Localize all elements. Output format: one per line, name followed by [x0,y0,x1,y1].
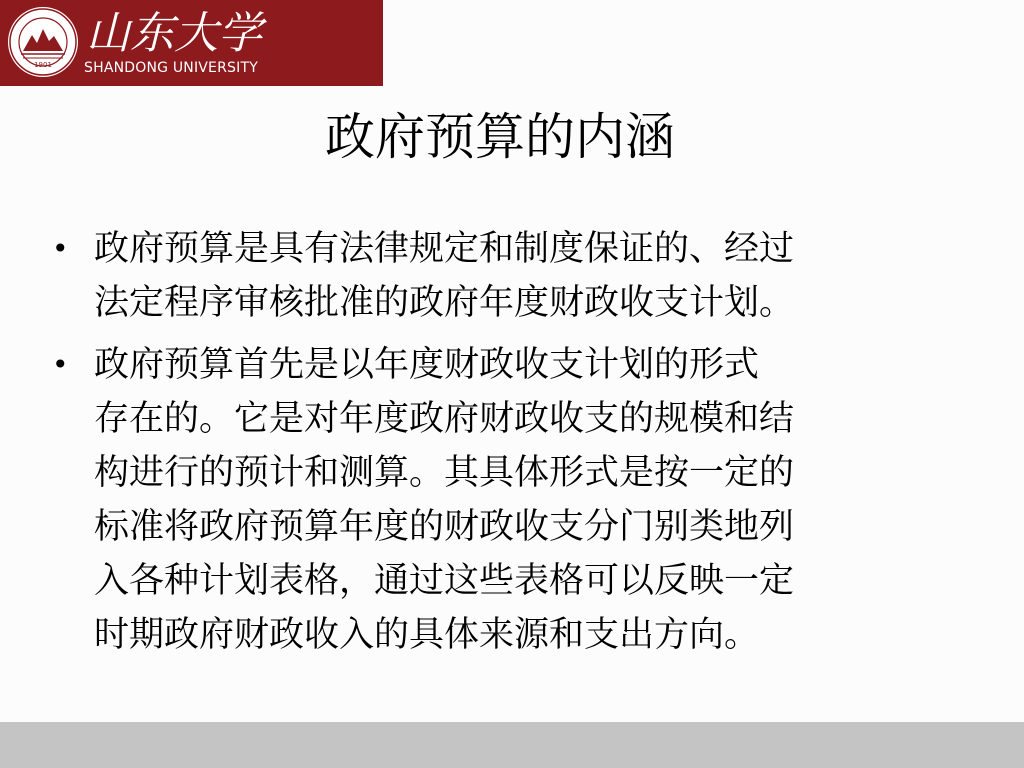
bullet-2-line-5: 入各种计划表格，通过这些表格可以反映一定 [94,561,795,601]
university-chinese-name [84,2,274,62]
university-chinese-name-text: 山东大学 [86,8,262,59]
slide-title: 政府预算的内涵 [325,108,675,166]
bullet-2-line-4: 标准将政府预算年度的财政收支分门别类地列 [94,507,795,547]
emblem-year: 1901 [34,61,52,69]
bullet-2-line-3: 构进行的预计和测算。其具体形式是按一定的 [94,453,795,493]
bullet-2-line-6: 时期政府财政收入的具体来源和支出方向。 [94,615,760,655]
bullet-item-2 [52,338,952,662]
bullet-item-1 [52,222,952,330]
bullet-1-line-1: 政府预算是具有法律规定和制度保证的、经过 [94,229,795,269]
university-emblem-icon [6,5,80,79]
bullet-2-line-1: 政府预算首先是以年度财政收支计划的形式 [94,345,760,385]
bullet-2-line-2: 存在的。它是对年度政府财政收支的规模和结 [94,399,795,439]
bullet-1-line-2: 法定程序审核批准的政府年度财政收支计划。 [94,283,795,323]
bullet-list [52,222,952,670]
university-english-name: SHANDONG UNIVERSITY [84,60,258,76]
university-logo-banner [0,0,383,86]
footer-bar [0,722,1024,768]
bullet-marker: • [52,348,69,381]
bullet-marker: • [52,232,69,265]
